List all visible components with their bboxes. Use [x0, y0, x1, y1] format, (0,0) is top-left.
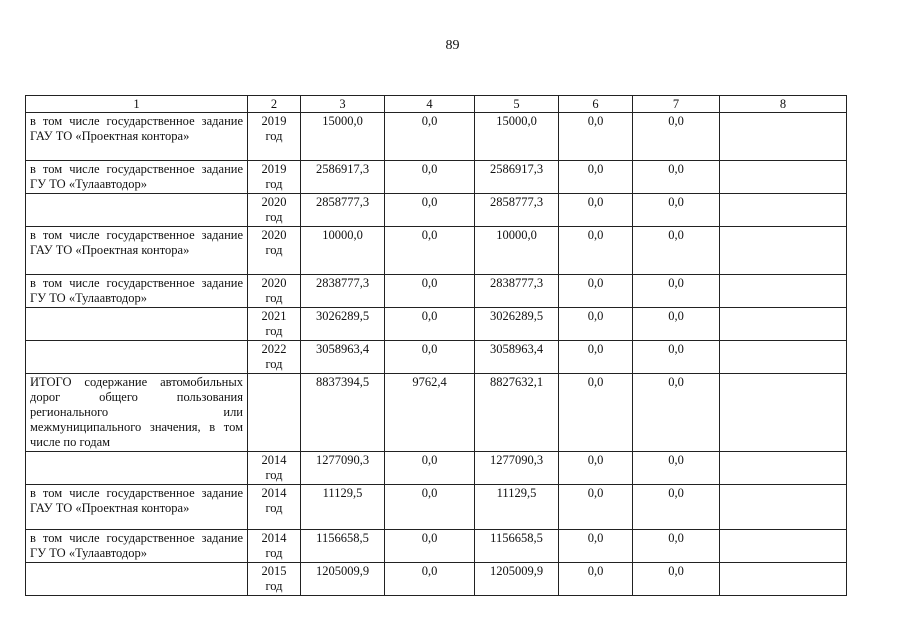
row-description: ИТОГО содержание автомобильных дорог общего пользования регионального или межмуниципального значения, в том числе по годам — [26, 374, 248, 452]
cell-col4: 0,0 — [385, 275, 475, 308]
table-row — [26, 485, 847, 530]
cell-col7: 0,0 — [633, 452, 720, 485]
column-header: 4 — [385, 96, 475, 113]
cell-col5: 1205009,9 — [475, 563, 559, 596]
cell-col6: 0,0 — [559, 227, 633, 275]
cell-col3: 3026289,5 — [301, 308, 385, 341]
row-year: 2019 год — [248, 161, 301, 194]
cell-col4: 0,0 — [385, 563, 475, 596]
cell-col8 — [720, 563, 847, 596]
row-description — [26, 341, 248, 374]
table-row — [26, 530, 847, 563]
column-header: 7 — [633, 96, 720, 113]
cell-col5: 11129,5 — [475, 485, 559, 530]
cell-col7: 0,0 — [633, 275, 720, 308]
row-year: 2022 год — [248, 341, 301, 374]
row-description — [26, 563, 248, 596]
cell-col3: 2838777,3 — [301, 275, 385, 308]
cell-col4: 0,0 — [385, 452, 475, 485]
cell-col5: 2586917,3 — [475, 161, 559, 194]
cell-col8 — [720, 485, 847, 530]
column-header: 5 — [475, 96, 559, 113]
column-header: 1 — [26, 96, 248, 113]
cell-col6: 0,0 — [559, 275, 633, 308]
cell-col6: 0,0 — [559, 308, 633, 341]
cell-col6: 0,0 — [559, 530, 633, 563]
table-row — [26, 275, 847, 308]
cell-col6: 0,0 — [559, 161, 633, 194]
cell-col4: 0,0 — [385, 485, 475, 530]
cell-col4: 0,0 — [385, 530, 475, 563]
cell-col7: 0,0 — [633, 530, 720, 563]
cell-col4: 0,0 — [385, 308, 475, 341]
header-row — [26, 96, 847, 113]
cell-col3: 1156658,5 — [301, 530, 385, 563]
cell-col6: 0,0 — [559, 485, 633, 530]
column-header: 3 — [301, 96, 385, 113]
cell-col3: 2586917,3 — [301, 161, 385, 194]
table-row — [26, 452, 847, 485]
row-year: 2020 год — [248, 227, 301, 275]
cell-col8 — [720, 374, 847, 452]
row-year: 2014 год — [248, 452, 301, 485]
cell-col6: 0,0 — [559, 563, 633, 596]
cell-col5: 2838777,3 — [475, 275, 559, 308]
cell-col8 — [720, 194, 847, 227]
table-row — [26, 374, 847, 452]
cell-col7: 0,0 — [633, 485, 720, 530]
page-number: 89 — [445, 38, 460, 53]
row-description: в том числе государственное задание ГАУ ТО «Проектная контора» — [26, 485, 248, 530]
cell-col6: 0,0 — [559, 113, 633, 161]
table-row — [26, 227, 847, 275]
cell-col4: 0,0 — [385, 161, 475, 194]
cell-col7: 0,0 — [633, 161, 720, 194]
row-description: в том числе государственное задание ГУ ТО «Тулаавтодор» — [26, 275, 248, 308]
budget-table — [25, 95, 847, 596]
column-header: 6 — [559, 96, 633, 113]
cell-col7: 0,0 — [633, 563, 720, 596]
row-description — [26, 308, 248, 341]
row-year: 2021 год — [248, 308, 301, 341]
cell-col3: 10000,0 — [301, 227, 385, 275]
cell-col3: 11129,5 — [301, 485, 385, 530]
row-year: 2019 год — [248, 113, 301, 161]
row-year: 2020 год — [248, 194, 301, 227]
cell-col5: 1277090,3 — [475, 452, 559, 485]
cell-col5: 8827632,1 — [475, 374, 559, 452]
cell-col7: 0,0 — [633, 194, 720, 227]
row-year — [248, 374, 301, 452]
cell-col4: 9762,4 — [385, 374, 475, 452]
cell-col5: 3026289,5 — [475, 308, 559, 341]
table-row — [26, 161, 847, 194]
row-year: 2020 год — [248, 275, 301, 308]
cell-col8 — [720, 161, 847, 194]
cell-col3: 2858777,3 — [301, 194, 385, 227]
cell-col6: 0,0 — [559, 194, 633, 227]
cell-col3: 3058963,4 — [301, 341, 385, 374]
table-row — [26, 194, 847, 227]
cell-col8 — [720, 113, 847, 161]
row-description — [26, 452, 248, 485]
cell-col7: 0,0 — [633, 374, 720, 452]
cell-col6: 0,0 — [559, 452, 633, 485]
row-description: в том числе государственное задание ГУ ТО «Тулаавтодор» — [26, 530, 248, 563]
cell-col4: 0,0 — [385, 113, 475, 161]
table-row — [26, 113, 847, 161]
cell-col4: 0,0 — [385, 341, 475, 374]
cell-col8 — [720, 275, 847, 308]
row-year: 2015 год — [248, 563, 301, 596]
cell-col6: 0,0 — [559, 341, 633, 374]
row-description: в том числе государственное задание ГАУ ТО «Проектная контора» — [26, 227, 248, 275]
cell-col7: 0,0 — [633, 341, 720, 374]
table-row — [26, 341, 847, 374]
cell-col4: 0,0 — [385, 227, 475, 275]
table-row — [26, 563, 847, 596]
cell-col6: 0,0 — [559, 374, 633, 452]
cell-col4: 0,0 — [385, 194, 475, 227]
cell-col7: 0,0 — [633, 227, 720, 275]
cell-col8 — [720, 452, 847, 485]
cell-col3: 8837394,5 — [301, 374, 385, 452]
cell-col7: 0,0 — [633, 113, 720, 161]
cell-col3: 15000,0 — [301, 113, 385, 161]
row-year: 2014 год — [248, 485, 301, 530]
cell-col3: 1205009,9 — [301, 563, 385, 596]
cell-col5: 1156658,5 — [475, 530, 559, 563]
cell-col8 — [720, 530, 847, 563]
cell-col5: 10000,0 — [475, 227, 559, 275]
row-description — [26, 194, 248, 227]
cell-col5: 15000,0 — [475, 113, 559, 161]
cell-col5: 3058963,4 — [475, 341, 559, 374]
cell-col8 — [720, 341, 847, 374]
cell-col8 — [720, 227, 847, 275]
cell-col8 — [720, 308, 847, 341]
column-header: 2 — [248, 96, 301, 113]
cell-col3: 1277090,3 — [301, 452, 385, 485]
column-header: 8 — [720, 96, 847, 113]
row-description: в том числе государственное задание ГАУ ТО «Проектная контора» — [26, 113, 248, 161]
row-year: 2014 год — [248, 530, 301, 563]
table-row — [26, 308, 847, 341]
row-description: в том числе государственное задание ГУ ТО «Тулаавтодор» — [26, 161, 248, 194]
cell-col7: 0,0 — [633, 308, 720, 341]
cell-col5: 2858777,3 — [475, 194, 559, 227]
